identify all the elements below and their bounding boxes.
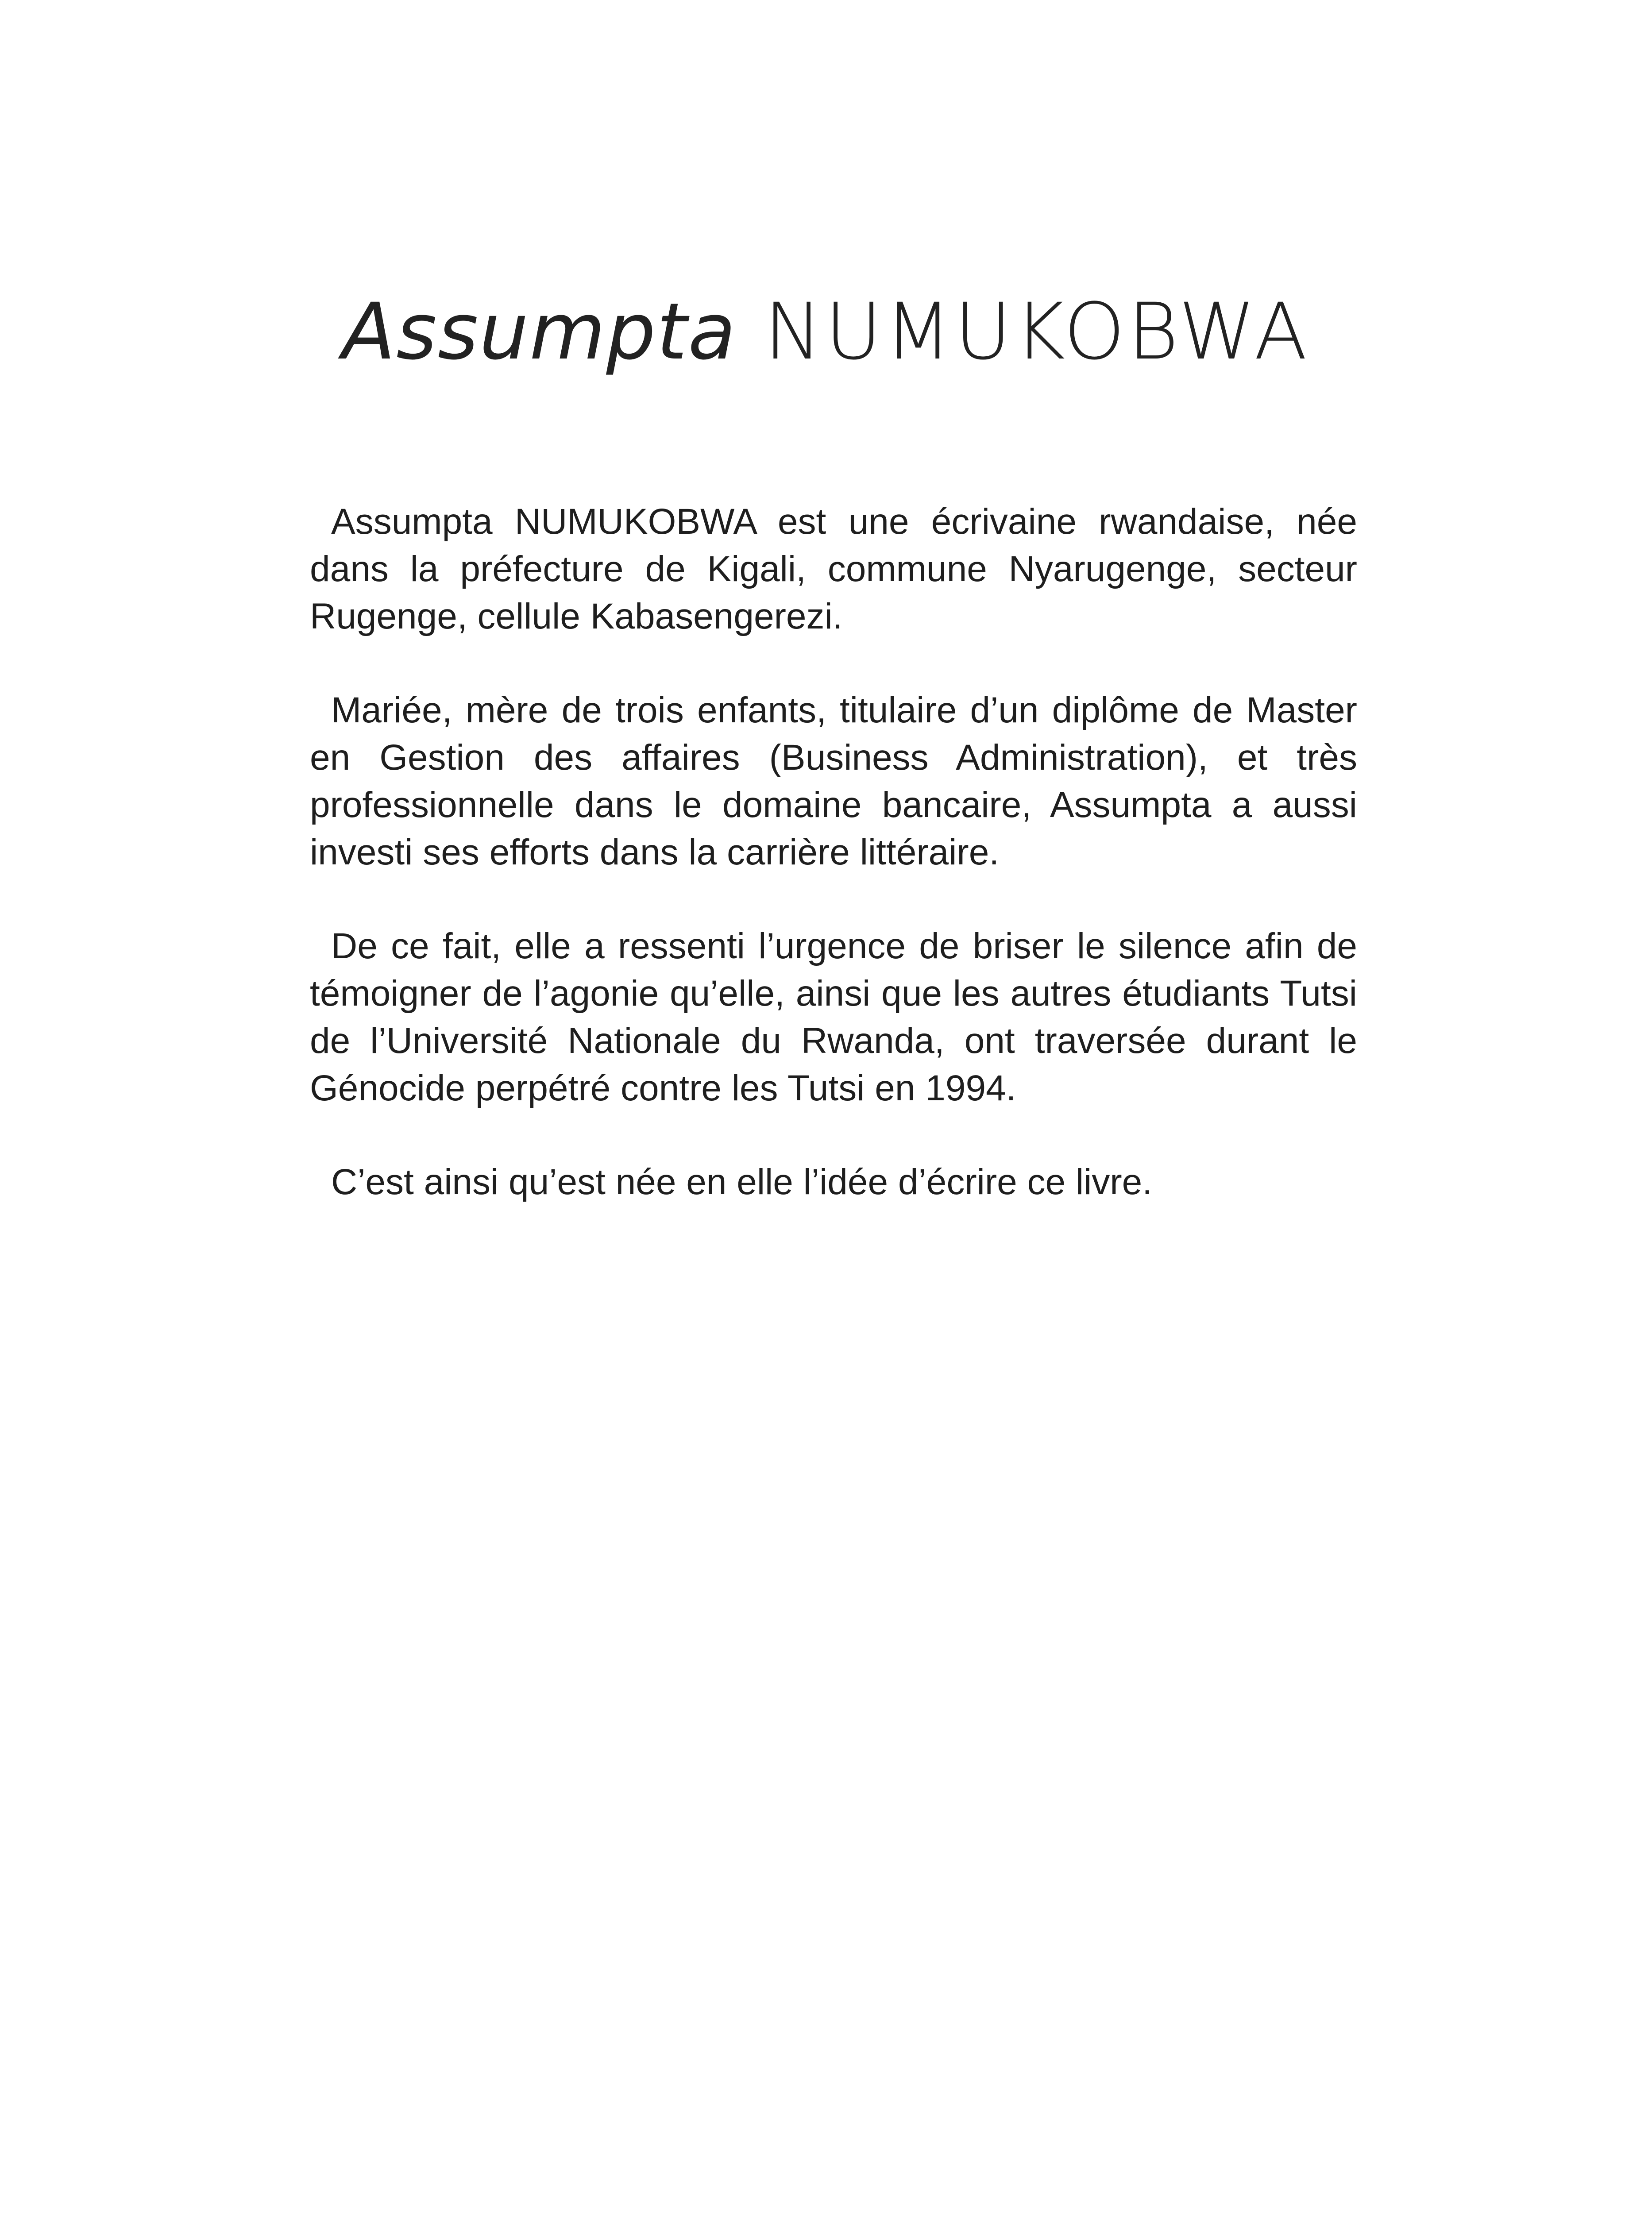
page-title xyxy=(0,283,1652,381)
paragraph-3: De ce fait, elle a ressenti l’urgence de briser le silence afin de témoigner de l’agonie qu’elle, ainsi que les autres étudiants Tutsi de l’Université Nationale du Rwanda, ont traversée durant le Génocide perpétré contre les Tutsi en 1994. xyxy=(310,926,1357,1108)
paragraph-4: C’est ainsi qu’est née en elle l’idée d’écrire ce livre. xyxy=(331,1162,1153,1202)
biography-text xyxy=(310,498,1357,1252)
paragraph-2: Mariée, mère de trois enfants, titulaire d’un diplôme de Master en Gestion des affaires (Business Administration), et très professionnelle dans le domaine bancaire, Assumpta a aussi investi ses efforts dans la carrière littéraire. xyxy=(310,690,1357,872)
author-first-name: Assumpta xyxy=(342,286,737,377)
author-last-name: NUMUKOBWA xyxy=(764,286,1310,377)
paragraph-1: Assumpta NUMUKOBWA est une écrivaine rwandaise, née dans la préfecture de Kigali, commune Nyarugenge, secteur Rugenge, cellule Kabasengerezi. xyxy=(310,501,1357,636)
